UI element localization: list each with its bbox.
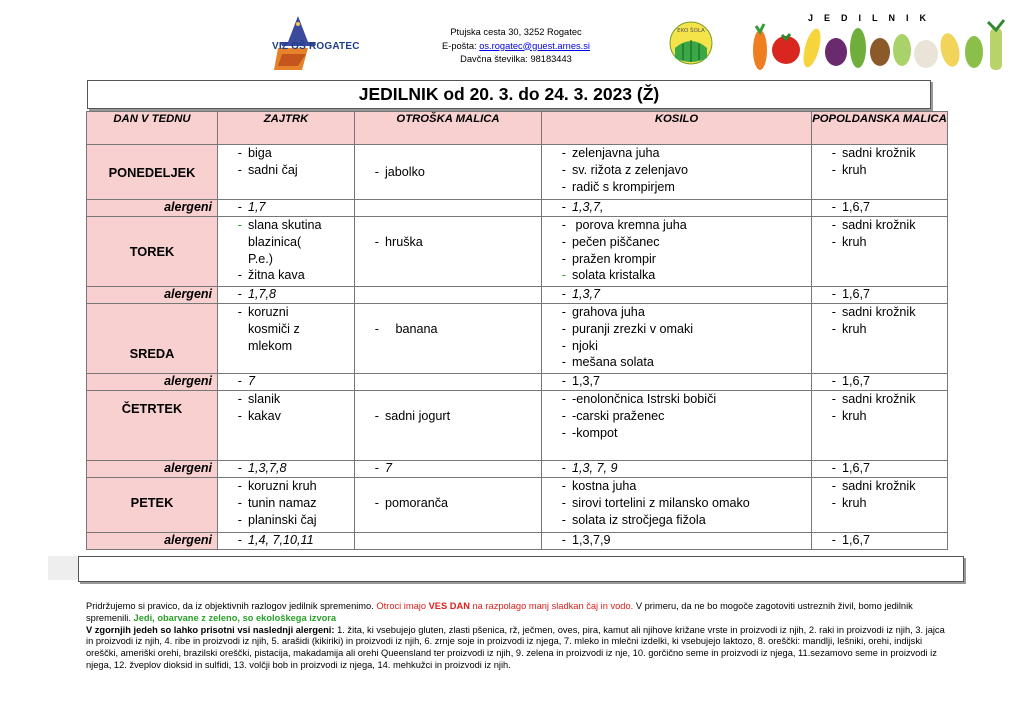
weekly-menu-table	[86, 111, 948, 550]
list-item: - sadni jogurt	[374, 409, 451, 423]
list-item: - biga	[237, 146, 272, 160]
day-name: PONEDELJEK	[87, 145, 218, 200]
lunch-cell	[542, 391, 812, 461]
col-header-day: DAN V TEDNU	[87, 112, 218, 145]
list-item: - solata kristalka	[561, 268, 656, 283]
list-item: - kruh	[831, 321, 867, 336]
allergen-snack	[355, 374, 542, 391]
day-row-wednesday	[87, 304, 948, 374]
allergen-lunch: - 1,3, 7, 9	[542, 461, 812, 478]
snack-cell	[355, 391, 542, 461]
list-item: - njoki	[561, 338, 598, 353]
list-item: - slanik	[237, 392, 281, 406]
list-item: - kruh	[831, 495, 867, 510]
list-item: - slana skutina	[237, 218, 322, 232]
email-label: E-pošta:	[442, 40, 480, 51]
tax-number: Davčna številka: 98183443	[460, 54, 572, 64]
day-name: PETEK	[87, 478, 218, 533]
eco-badge-text: EKO ŠOLA	[677, 28, 705, 34]
list-item: - kruh	[831, 162, 867, 177]
allergen-afternoon: - 1,6,7	[812, 533, 948, 550]
list-item: - sirovi tortelini z milansko omako	[561, 495, 750, 510]
snack-cell	[355, 478, 542, 533]
snack-cell	[355, 217, 542, 287]
list-item: - koruzni	[237, 305, 289, 319]
list-item: - mešana solata	[561, 355, 654, 370]
list-item: - pečen piščanec	[561, 234, 660, 249]
list-item: - puranji zrezki v omaki	[561, 321, 694, 336]
brand-word: JEDILNIK	[808, 13, 938, 23]
allergen-breakfast: - 7	[218, 374, 355, 391]
snack-cell	[355, 145, 542, 200]
lunch-cell	[542, 217, 812, 287]
day-row-friday	[87, 478, 948, 533]
allergen-snack	[355, 533, 542, 550]
afternoon-cell	[812, 217, 948, 287]
lunch-cell	[542, 145, 812, 200]
col-header-kids-snack: OTROŠKA MALICA	[355, 112, 542, 145]
list-item: - kruh	[831, 408, 867, 423]
day-row-thursday	[87, 391, 948, 461]
note-allergens: V zgornjih jedeh so lahko prisotni vsi naslednji alergeni: 1. žita, ki vsebujejo gluten, zlasti pšenica, rž, ječmen, oves, pira, kamut ali njihove križane vrste in proizvodi iz njih, 2. raki in proizvodi iz njih, 3. jajca in proizvodi iz njih, 4. ribe in proizvodi iz njih, 5. arašidi (kikiriki) in proizvodi iz njih, 6. zrnje soje in proizvodi iz njega, 7. mleko in mlečni izdelki, ki vsebujejo laktozo, 8. oreščki: mandlji, lešniki, orehi, indijski oreščki, ameriški orehi, brazilski oreščki, pistacija, makadamija ali orehi Queensland ter proizvodi iz njih, 9. zelena in proizvodi iz nje, 10. gorčično seme in proizvodi iz njega, 11.sezamovo seme in proizvodi iz njega, 12. žveplov dioksid in sulfidi, 13. volčji bob in proizvodi iz njega, 14. mehkužci in proizvodi iz njih.	[86, 624, 945, 670]
email-link[interactable]: os.rogatec@guest.arnes.si	[479, 40, 590, 51]
allergen-row-thursday	[87, 461, 948, 478]
allergen-row-tuesday	[87, 287, 948, 304]
address-line: Ptujska cesta 30, 3252 Rogatec	[450, 27, 582, 37]
list-item: - kostna juha	[561, 479, 637, 493]
allergen-afternoon: - 1,6,7	[812, 200, 948, 217]
email-line	[400, 40, 632, 54]
list-item: - planinski čaj	[237, 512, 317, 527]
allergen-snack: - 7	[355, 461, 542, 478]
list-item: - jabolko	[374, 164, 425, 179]
list-item: - sadni krožnik	[831, 479, 916, 493]
eco-school-badge	[669, 20, 713, 66]
list-item: - kruh	[831, 234, 867, 249]
list-item: P.e.)	[248, 251, 273, 266]
list-item: - sadni čaj	[237, 162, 298, 177]
allergen-afternoon: - 1,6,7	[812, 287, 948, 304]
afternoon-cell	[812, 478, 948, 533]
afternoon-cell	[812, 304, 948, 374]
allergen-row-wednesday	[87, 374, 948, 391]
list-item: - koruzni kruh	[237, 479, 317, 493]
list-item: - kakav	[237, 408, 281, 423]
empty-bottom-box	[78, 556, 964, 582]
list-item: - pomoranča	[374, 496, 449, 510]
grey-margin-strip	[48, 556, 78, 580]
menu-title: JEDILNIK od 20. 3. do 24. 3. 2023 (Ž)	[358, 84, 660, 104]
allergen-lunch: - 1,3,7,	[542, 200, 812, 217]
breakfast-cell	[218, 304, 355, 374]
list-item: - sv. rižota z zelenjavo	[561, 162, 688, 177]
list-item: - tunin namaz	[237, 495, 317, 510]
col-header-breakfast: ZAJTRK	[218, 112, 355, 145]
day-row-monday	[87, 145, 948, 200]
allergen-breakfast: - 1,3,7,8	[218, 461, 355, 478]
list-item: - sadni krožnik	[831, 146, 916, 160]
list-item: - -carski praženec	[561, 408, 665, 423]
allergen-label: alergeni	[87, 287, 218, 304]
allergen-snack	[355, 200, 542, 217]
day-name: SREDA	[87, 304, 218, 374]
list-item: - -kompot	[561, 425, 618, 440]
allergen-row-monday	[87, 200, 948, 217]
afternoon-cell	[812, 391, 948, 461]
day-name: TOREK	[87, 217, 218, 287]
allergen-lunch: - 1,3,7,9	[542, 533, 812, 550]
list-item: - pražen krompir	[561, 251, 656, 266]
allergen-label: alergeni	[87, 200, 218, 217]
breakfast-cell	[218, 217, 355, 287]
allergen-snack	[355, 287, 542, 304]
allergen-afternoon: - 1,6,7	[812, 374, 948, 391]
breakfast-cell	[218, 145, 355, 200]
vegetable-characters-illustration	[748, 18, 1012, 74]
menu-title-box	[87, 80, 931, 109]
list-item: - sadni krožnik	[831, 305, 916, 319]
list-item: - solata iz stročjega fižola	[561, 512, 706, 527]
allergen-breakfast: - 1,4, 7,10,11	[218, 533, 355, 550]
list-item: - sadni krožnik	[831, 392, 916, 406]
table-header-row	[87, 112, 948, 145]
allergen-afternoon: - 1,6,7	[812, 461, 948, 478]
list-item: - banana	[374, 322, 438, 336]
day-name: ČETRTEK	[87, 391, 218, 461]
list-item: - grahova juha	[561, 305, 645, 319]
list-item: - -enolončnica Istrski bobiči	[561, 392, 717, 406]
allergen-label: alergeni	[87, 533, 218, 550]
school-address-block	[400, 26, 632, 67]
list-item: kosmiči z	[248, 321, 300, 336]
afternoon-cell	[812, 145, 948, 200]
school-logo	[268, 14, 364, 70]
allergen-lunch: - 1,3,7	[542, 374, 812, 391]
list-item: - hruška	[374, 235, 423, 249]
allergen-label: alergeni	[87, 461, 218, 478]
list-item: - porova kremna juha	[561, 218, 687, 232]
list-item: - radič s krompirjem	[561, 179, 675, 194]
school-logo-text: VIZ OŠ ROGATEC	[272, 41, 360, 52]
lunch-cell	[542, 478, 812, 533]
allergen-label: alergeni	[87, 374, 218, 391]
allergen-row-friday	[87, 533, 948, 550]
breakfast-cell	[218, 391, 355, 461]
snack-cell	[355, 304, 542, 374]
allergen-breakfast: - 1,7,8	[218, 287, 355, 304]
list-item: blazinica(	[248, 234, 302, 249]
footer-notes	[86, 601, 954, 672]
day-row-tuesday	[87, 217, 948, 287]
allergen-lunch: - 1,3,7	[542, 287, 812, 304]
list-item: - žitna kava	[237, 268, 305, 283]
lunch-cell	[542, 304, 812, 374]
list-item: - sadni krožnik	[831, 218, 916, 232]
allergen-breakfast: - 1,7	[218, 200, 355, 217]
list-item: - zelenjavna juha	[561, 146, 660, 160]
list-item: mlekom	[248, 338, 293, 353]
note-menu-change: Pridržujemo si pravico, da iz objektivnih razlogov jedilnik spremenimo. Otroci imajo VES DAN na razpolago manj sladkan čaj in vodo. V primeru, da ne bo mogoče zagotoviti ustreznih živil, bomo jedilnik spremenili. Jedi, obarvane z zeleno, so ekološkega izvora	[86, 601, 913, 623]
col-header-lunch: KOSILO	[542, 112, 812, 145]
breakfast-cell	[218, 478, 355, 533]
col-header-afternoon-snack: POPOLDANSKA MALICA	[812, 112, 948, 145]
